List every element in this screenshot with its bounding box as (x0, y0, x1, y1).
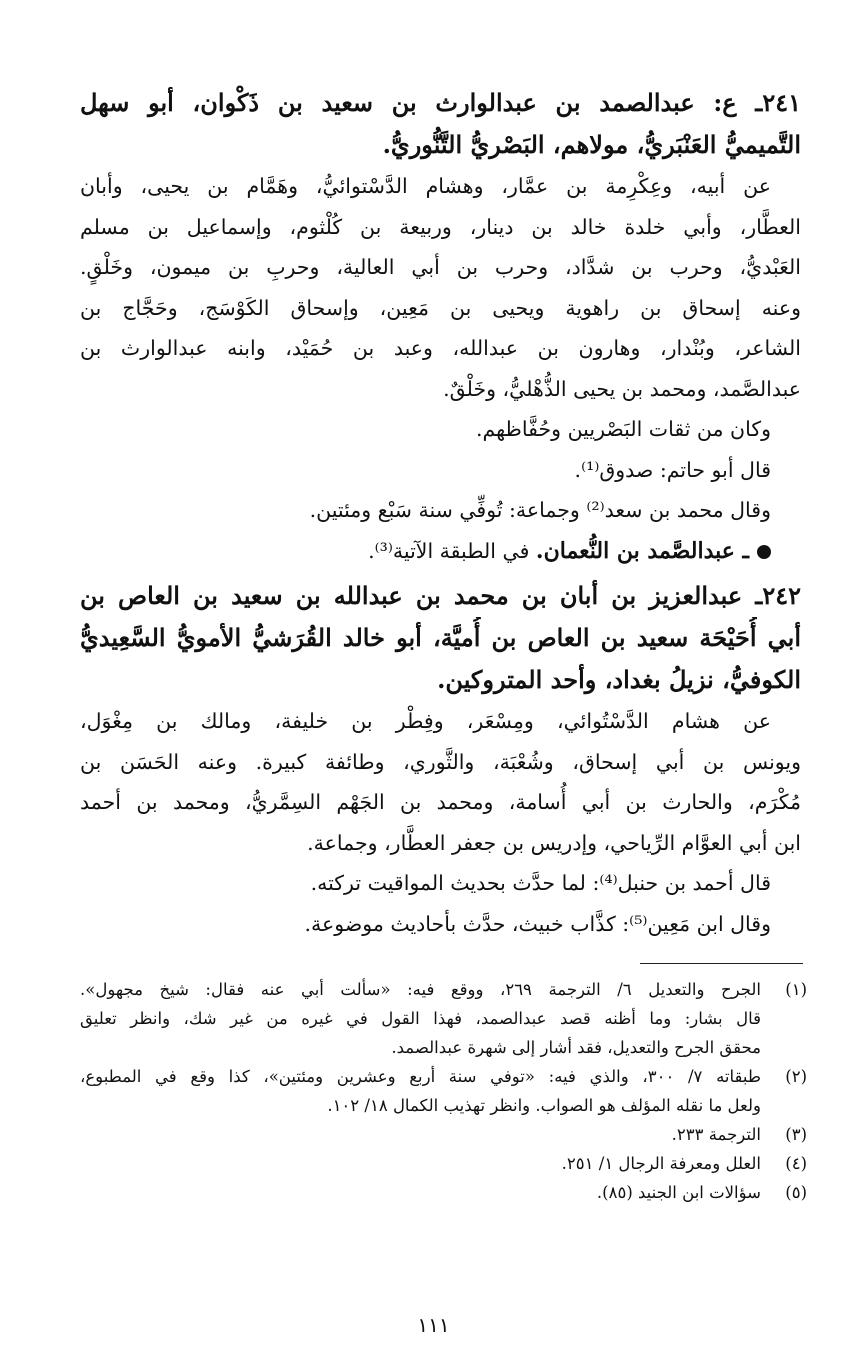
footnote-number: (١) (785, 980, 807, 999)
bullet-icon (757, 545, 771, 559)
cross-reference-text: في الطبقة الآتية⁽³⁾. (368, 538, 530, 563)
footnote-number: (٢) (785, 1067, 807, 1086)
footnote-line: الجرح والتعديل ٦/ الترجمة ٢٦٩، ووقع فيه: «سألت أبي عنه فقال: شيخ مجهول». (80, 980, 761, 999)
footnote-number: (٤) (785, 1154, 807, 1173)
entry-242-heading-line-2: أبي أُحَيْحَة سعيد بن العاص بن أُميَّة، أبو خالد القُرَشيُّ الأمويُّ السَّعِيديُّ (80, 623, 801, 652)
footnote-line: قال بشار: وما أظنه قصد عبدالصمد، فهذا القول في غيره من غير شك، وانظر تعليق (80, 1009, 761, 1028)
footnote-line: ولعل ما نقله المؤلف هو الصواب. وانظر تهذيب الكمال ١٨/ ١٠٢. (327, 1096, 761, 1115)
entry-241-line-7: وكان من ثقات البَصْريين وحُفَّاظهم. (475, 417, 771, 441)
entry-241-line-9: وقال محمد بن سعد⁽²⁾ وجماعة: تُوفِّي سنة سَبْع ومئتين. (309, 498, 771, 522)
footnote-line: طبقاته ٧/ ٣٠٠، والذي فيه: «توفي سنة أربع وعشرين ومئتين»، كذا وقع في المطبوع، (80, 1067, 761, 1086)
cross-reference-name: ـ عبدالصَّمد بن النُّعمان. (535, 537, 749, 564)
entry-242-line-6: وقال ابن مَعِين⁽⁵⁾: كذَّاب خبيث، حدَّث بأحاديث موضوعة. (304, 911, 771, 936)
footnote (80, 1149, 807, 1178)
footnote (80, 1178, 807, 1207)
entry-242-line-5: قال أحمد بن حنبل⁽⁴⁾: لما حدَّث بحديث المواقيت تركته. (310, 871, 771, 895)
entry-241-line-8: قال أبو حاتم: صدوق⁽¹⁾. (574, 457, 771, 482)
footnote (80, 1120, 807, 1149)
entry-242-line-3: مُكْرَم، والحارث بن أبي أُسامة، ومحمد بن الجَهْم السِمَّريُّ، ومحمد بن أحمد (80, 790, 801, 814)
entry-241-line-5: الشاعر، وبُنْدار، وهارون بن عبدالله، وعبد بن حُمَيْد، وابنه عبدالوارث بن (80, 336, 801, 360)
cross-reference-line (80, 531, 801, 572)
entry-241-line-3: العَبْديُّ، وحرب بن شدَّاد، وحرب بن أبي العالية، وحربِ بن ميمون، وخَلْقٍ. (80, 255, 801, 279)
entry-241-line-6: عبدالصَّمد، ومحمد بن يحيى الذُّهْليُّ، وخَلْقٌ. (443, 376, 801, 401)
entry-242-line-1: عن هشام الدَّسْتُوائي، ومِسْعَر، وفِطْر بن خليفة، ومالك بن مِغْوَل، (80, 709, 771, 733)
footnote-number: (٣) (785, 1125, 807, 1144)
entry-241-heading-line-1: ٢٤١ـ ع: عبدالصمد بن عبدالوارث بن سعيد بن ذَكْوان، أبو سهل (80, 88, 801, 117)
footnote-separator (640, 963, 803, 964)
footnote-line: سؤالات ابن الجنيد (٨٥). (596, 1183, 761, 1202)
footnotes (80, 975, 807, 1207)
page-number: ١١١ (417, 1313, 450, 1337)
entry-242-heading-line-1: ٢٤٢ـ عبدالعزيز بن أبان بن محمد بن عبدالله بن سعيد بن العاص بن (80, 581, 801, 610)
footnote-number: (٥) (785, 1183, 807, 1202)
main-text (80, 82, 801, 944)
footnote-line: الترجمة ٢٣٣. (671, 1125, 761, 1144)
entry-242-heading-line-3: الكوفيُّ، نزيلُ بغداد، وأحد المتروكين. (437, 665, 801, 694)
footnote-line: محقق الجرح والتعديل، فقد أشار إلى شهرة عبدالصمد. (391, 1038, 761, 1057)
entry-242-line-4: ابن أبي العوَّام الرِّياحي، وإدريس بن جعفر العطَّار، وجماعة. (307, 830, 801, 855)
entry-241-line-4: وعنه إسحاق بن راهوية ويحيى بن مَعِين، وإسحاق الكَوْسَج، وحَجَّاج بن (80, 295, 801, 320)
footnote-line: العلل ومعرفة الرجال ١/ ٢٥١. (561, 1154, 761, 1173)
entry-242-line-2: ويونس بن أبي إسحاق، وشُعْبَة، والثَّوري، وطائفة كبيرة. وعنه الحَسَن بن (80, 749, 801, 774)
entry-241-heading-line-2: التَّميميُّ العَنْبَريُّ، مولاهم، البَصْريُّ التَّنُّوريُّ. (382, 130, 801, 159)
entry-241-line-2: العطَّار، وأبي خلدة خالد بن دينار، وربيعة بن كُلْثوم، وإسماعيل بن مسلم (80, 214, 801, 239)
entry-241-line-1: عن أبيه، وعِكْرِمة بن عمَّار، وهشام الدَّسْتوائيُّ، وهَمَّام بن يحيى، وأبان (80, 174, 771, 198)
footnote (80, 1062, 807, 1120)
footnote (80, 975, 807, 1062)
